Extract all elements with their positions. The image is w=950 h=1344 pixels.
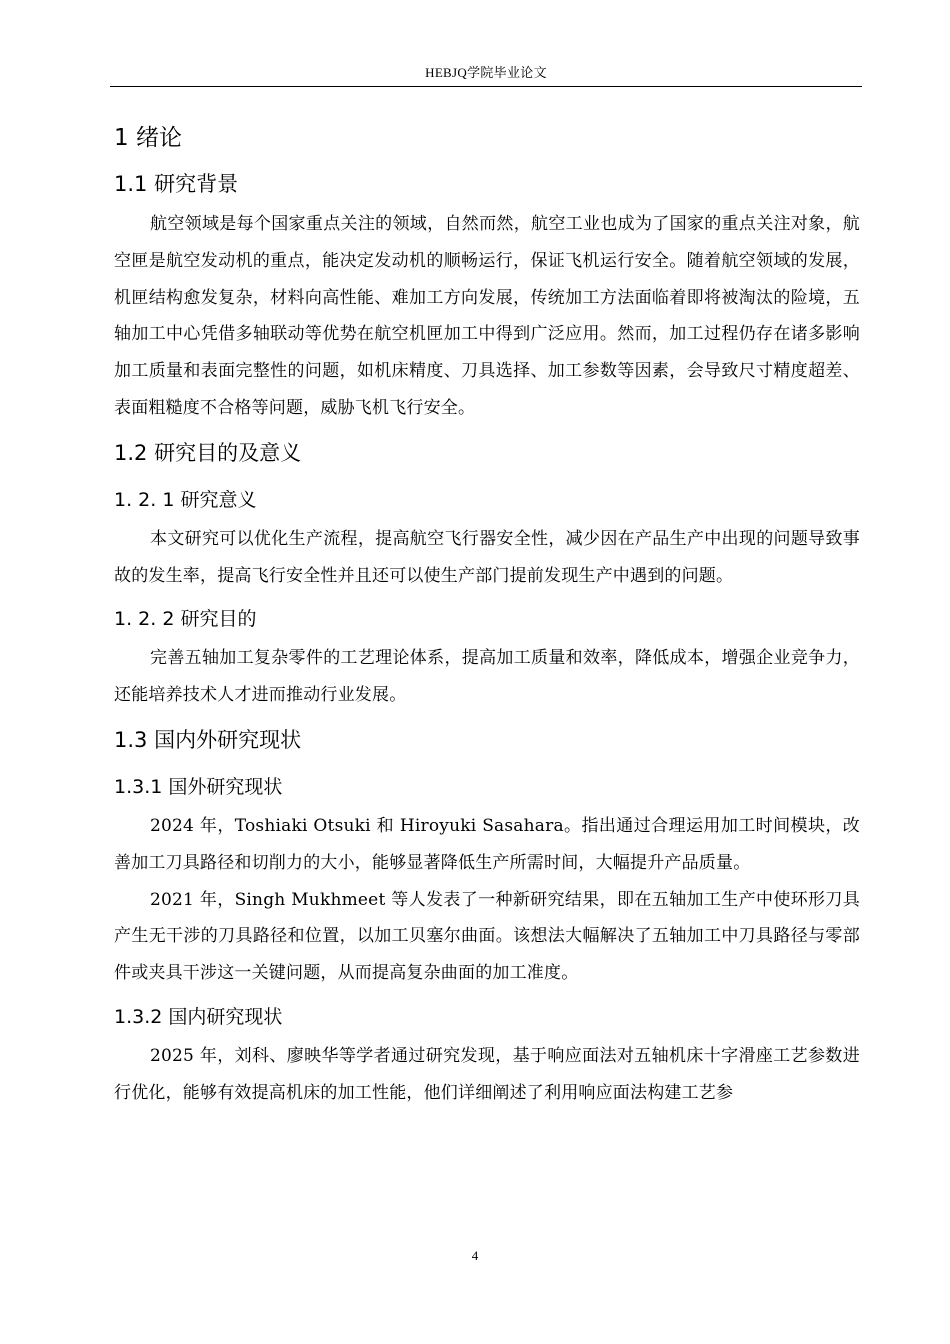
section-heading: 1.3 国内外研究现状 [114,727,302,752]
section-heading: 1.2 研究目的及意义 [114,440,302,465]
body-paragraph: 完善五轴加工复杂零件的工艺理论体系，提高加工质量和效率，降低成本，增强企业竞争力，还能培养技术人才进而推动行业发展。 [114,648,860,706]
subsection-heading: 1. 2. 1 研究意义 [114,488,257,511]
page-body [114,118,860,1112]
subsection-heading: 1.3.1 国外研究现状 [114,775,283,798]
body-paragraph: 2025 年，刘科、廖映华等学者通过研究发现，基于响应面法对五轴机床十字滑座工艺参数进行优化，能够有效提高机床的加工性能，他们详细阐述了利用响应面法构建工艺参 [114,1045,860,1103]
body-paragraph: 本文研究可以优化生产流程，提高航空飞行器安全性，减少因在产品生产中出现的问题导致事故的发生率，提高飞行安全性并且还可以使生产部门提前发现生产中遇到的问题。 [114,528,860,586]
header-rule [110,86,862,87]
chapter-title: 1 绪论 [114,125,182,151]
body-paragraph: 2021 年，Singh Mukhmeet 等人发表了一种新研究结果，即在五轴加工生产中使环形刀具产生无干涉的刀具路径和位置，以加工贝塞尔曲面。该想法大幅解决了五轴加工中刀具路径与零部件或夹具干涉这一关键问题，从而提高复杂曲面的加工准度。 [114,889,860,984]
body-paragraph: 航空领域是每个国家重点关注的领域，自然而然，航空工业也成为了国家的重点关注对象，航空匣是航空发动机的重点，能决定发动机的顺畅运行，保证飞机运行安全。随着航空领域的发展，机匣结构愈发复杂，材料向高性能、难加工方向发展，传统加工方法面临着即将被淘汰的险境，五轴加工中心凭借多轴联动等优势在航空机匣加工中得到广泛应用。然而，加工过程仍存在诸多影响加工质量和表面完整性的问题，如机床精度、刀具选择、加工参数等因素，会导致尺寸精度超差、表面粗糙度不合格等问题，威胁飞机飞行安全。 [114,214,860,418]
body-paragraph: 2024 年，Toshiaki Otsuki 和 Hiroyuki Sasahara。指出通过合理运用加工时间模块，改善加工刀具路径和切削力的大小，能够显著降低生产所需时间，大幅提升产品质量。 [114,815,860,873]
page-header: HEBJQ学院毕业论文 [425,65,547,80]
subsection-heading: 1.3.2 国内研究现状 [114,1005,283,1028]
page-number: 4 [471,1248,479,1263]
section-heading: 1.1 研究背景 [114,172,239,196]
subsection-heading: 1. 2. 2 研究目的 [114,608,257,631]
